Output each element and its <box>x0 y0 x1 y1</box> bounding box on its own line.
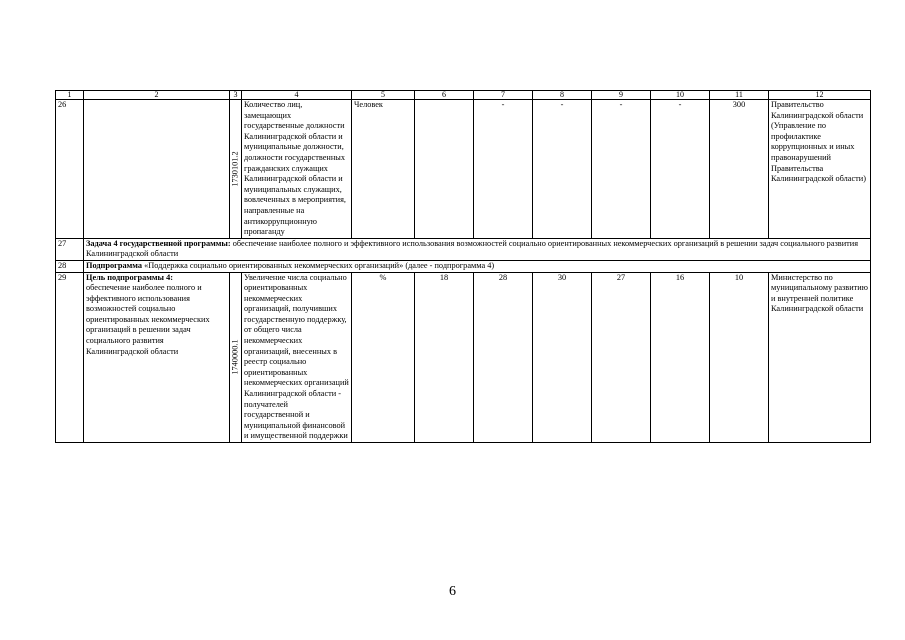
col-header-11: 11 <box>710 91 769 100</box>
value-col11: 300 <box>710 100 769 239</box>
value-col9: - <box>592 100 651 239</box>
value-col8: 30 <box>533 272 592 443</box>
goal-cell <box>84 272 230 443</box>
col-header-1: 1 <box>56 91 84 100</box>
page-number: 6 <box>449 584 456 599</box>
indicator-name: Количество лиц, замещающих государственные должности Калининградской области и муниципальные должности, должности государственных гражданских служащих Калининградской области и муниципальных служащих, вовлеченных в мероприятия, направленные на антикоррупционную пропаганду <box>242 100 352 239</box>
task-text: обеспечение наиболее полного и эффективного использования возможностей социально ориентированных некоммерческих организаций в решении задач социального развития Калининградской области <box>86 238 859 259</box>
table-row-29 <box>56 272 871 443</box>
col-header-10: 10 <box>651 91 710 100</box>
col-header-5: 5 <box>352 91 415 100</box>
unit-cell: % <box>352 272 415 443</box>
responsible-cell: Правительство Калининградской области (Управление по профилактике коррупционных и иных правонарушений Правительства Калининградской области) <box>769 100 871 239</box>
value-col9: 27 <box>592 272 651 443</box>
col-header-12: 12 <box>769 91 871 100</box>
code-cell <box>230 272 242 443</box>
col-header-7: 7 <box>474 91 533 100</box>
task-label: Задача 4 государственной программы: <box>86 238 231 248</box>
subprogram-label: Подпрограмма <box>86 260 143 270</box>
row-number: 28 <box>56 260 84 272</box>
col-header-9: 9 <box>592 91 651 100</box>
value-col10: 16 <box>651 272 710 443</box>
table-row-27 <box>56 238 871 260</box>
responsible-cell: Министерство по муниципальному развитию и внутренней политике Калининградской области <box>769 272 871 443</box>
col-header-3: 3 <box>230 91 242 100</box>
indicator-name: Увеличение числа социально ориентированных некоммерческих организаций, получивших государственную поддержку, от общего числа некоммерческих организаций, внесенных в реестр социально ориентированных некоммерческих организаций Калининградской области - получателей государственной и муниципальной финансовой и имущественной поддержки <box>242 272 352 443</box>
value-col6: 18 <box>415 272 474 443</box>
row-number: 27 <box>56 238 84 260</box>
value-col11: 10 <box>710 272 769 443</box>
task-cell <box>84 238 871 260</box>
goal-label: Цель подпрограммы 4: <box>86 272 173 282</box>
table-row-28 <box>56 260 871 272</box>
col-header-4: 4 <box>242 91 352 100</box>
value-col7: - <box>474 100 533 239</box>
subprogram-text: «Поддержка социально ориентированных некоммерческих организаций» (далее - подпрограмма 4) <box>142 260 495 270</box>
row-number: 26 <box>56 100 84 239</box>
col-header-2: 2 <box>84 91 230 100</box>
unit-cell: Человек <box>352 100 415 239</box>
subprogram-cell <box>84 260 871 272</box>
goal-cell <box>84 100 230 239</box>
indicators-table <box>55 90 871 443</box>
code-cell <box>230 100 242 239</box>
value-col8: - <box>533 100 592 239</box>
indicator-code: 1730101.2 <box>230 151 240 187</box>
row-number: 29 <box>56 272 84 443</box>
table-row-26 <box>56 100 871 239</box>
indicator-code: 1740000.1 <box>230 339 240 375</box>
col-header-8: 8 <box>533 91 592 100</box>
value-col7: 28 <box>474 272 533 443</box>
header-row <box>56 91 871 100</box>
goal-text: обеспечение наиболее полного и эффективного использования возможностей социально ориентированных некоммерческих организаций в решении задач социального развития Калининградской области <box>86 283 210 356</box>
col-header-6: 6 <box>415 91 474 100</box>
value-col10: - <box>651 100 710 239</box>
value-col6 <box>415 100 474 239</box>
